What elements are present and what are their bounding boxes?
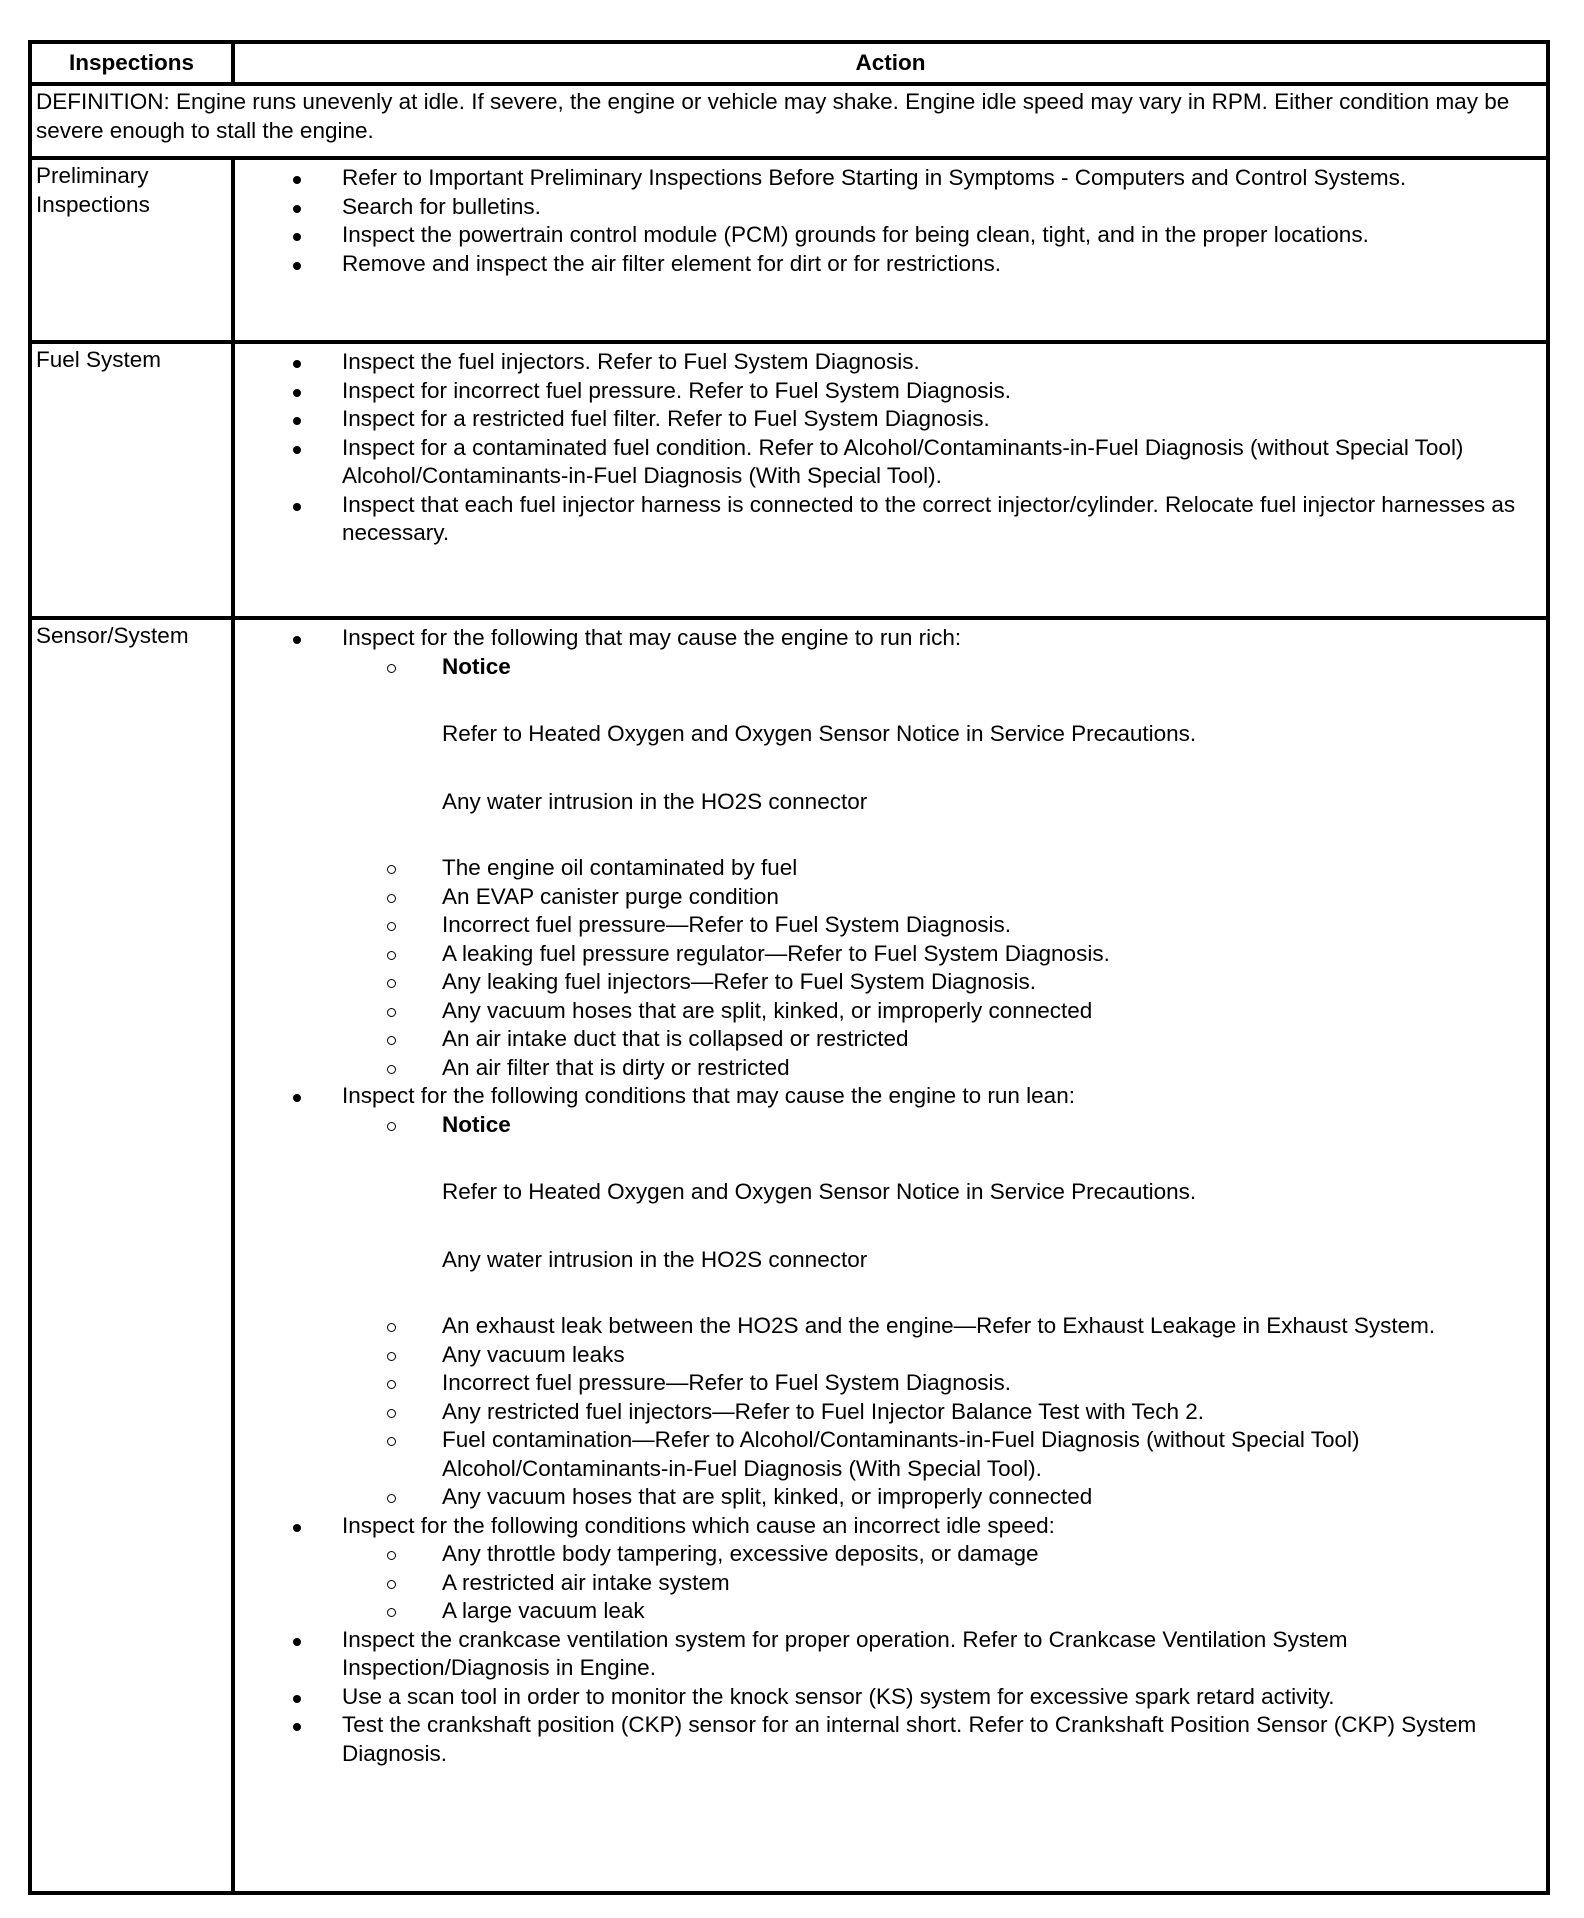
list-item: Remove and inspect the air filter element for dirt or for restrictions. [235,250,1536,279]
row-label-sensor-system: Sensor/System [30,618,233,1893]
sub-list-item: Incorrect fuel pressure—Refer to Fuel System Diagnosis. [235,1369,1536,1398]
bullet-icon [293,446,301,454]
circle-bullet-icon [387,664,396,673]
row-label-preliminary: Preliminary Inspections [30,158,233,342]
sub-list-item: Any throttle body tampering, excessive deposits, or damage [235,1540,1536,1569]
sub-list-item: Any vacuum hoses that are split, kinked, or improperly connected [235,1483,1536,1512]
header-inspections: Inspections [30,42,233,84]
bullet-icon [293,205,301,213]
list-item: Inspect the crankcase ventilation system for proper operation. Refer to Crankcase Ventilation System Inspection/Diagnosis in Engine. [235,1626,1536,1683]
list-item: Refer to Important Preliminary Inspections Before Starting in Symptoms - Computers and Control Systems. [235,164,1536,193]
circle-bullet-icon [387,1323,396,1332]
list-item: Inspect for the following that may cause the engine to run rich: [235,624,1536,653]
circle-bullet-icon [387,1380,396,1389]
circle-bullet-icon [387,979,396,988]
list-item: Inspect for incorrect fuel pressure. Refer to Fuel System Diagnosis. [235,377,1536,406]
list-item: Search for bulletins. [235,193,1536,222]
bullet-icon [293,1638,301,1646]
circle-bullet-icon [387,1352,396,1361]
sub-list-item: An EVAP canister purge condition [235,883,1536,912]
circle-bullet-icon [387,1580,396,1589]
notice-text: Any water intrusion in the HO2S connector [442,1246,868,1272]
row-actions-sensor-system [233,618,1548,1893]
bullet-icon [293,360,301,368]
list-item: Inspect the powertrain control module (PCM) grounds for being clean, tight, and in the proper locations. [235,221,1536,250]
bullet-icon [293,233,301,241]
sub-list-item: Any leaking fuel injectors—Refer to Fuel System Diagnosis. [235,968,1536,997]
bullet-icon [293,1094,301,1102]
list-item: Inspect that each fuel injector harness is connected to the correct injector/cylinder. Relocate fuel injector harnesses as necessary. [235,491,1536,548]
bullet-icon [293,176,301,184]
notice-title: Notice [442,1111,511,1137]
sub-list-item: Any vacuum leaks [235,1341,1536,1370]
sub-list-item: A restricted air intake system [235,1569,1536,1598]
notice-item [235,653,1536,855]
list-item: Use a scan tool in order to monitor the knock sensor (KS) system for excessive spark retard activity. [235,1683,1536,1712]
row-label-fuel-system: Fuel System [30,342,233,618]
circle-bullet-icon [387,1494,396,1503]
list-item: Inspect for a restricted fuel filter. Refer to Fuel System Diagnosis. [235,405,1536,434]
table-row [30,618,1548,1893]
notice-text: Any water intrusion in the HO2S connector [442,788,868,814]
circle-bullet-icon [387,1122,396,1131]
header-action: Action [233,42,1548,84]
circle-bullet-icon [387,1036,396,1045]
sub-list-item: Any restricted fuel injectors—Refer to Fuel Injector Balance Test with Tech 2. [235,1398,1536,1427]
notice-item [235,1111,1536,1313]
sub-list-item: An air intake duct that is collapsed or restricted [235,1025,1536,1054]
bullet-icon [293,389,301,397]
definition-row [30,84,1548,158]
diagnostic-table [28,40,1550,1895]
list-item: Inspect for the following conditions which cause an incorrect idle speed: [235,1512,1536,1541]
circle-bullet-icon [387,1008,396,1017]
sub-list-item: An air filter that is dirty or restricted [235,1054,1536,1083]
bullet-icon [293,636,301,644]
circle-bullet-icon [387,922,396,931]
sub-list-item: A leaking fuel pressure regulator—Refer to Fuel System Diagnosis. [235,940,1536,969]
bullet-icon [293,1723,301,1731]
sub-list-item: Incorrect fuel pressure—Refer to Fuel System Diagnosis. [235,911,1536,940]
notice-text: Refer to Heated Oxygen and Oxygen Sensor Notice in Service Precautions. [442,721,1197,746]
sub-list-item: Fuel contamination—Refer to Alcohol/Contaminants-in-Fuel Diagnosis (without Special Tool) Alcohol/Contaminants-in-Fuel Diagnosis (With Special Tool). [235,1426,1536,1483]
table-row [30,158,1548,342]
notice-text: Refer to Heated Oxygen and Oxygen Sensor Notice in Service Precautions. [442,1179,1197,1204]
row-actions-fuel-system [233,342,1548,618]
bullet-icon [293,1695,301,1703]
circle-bullet-icon [387,865,396,874]
sub-list-item: A large vacuum leak [235,1597,1536,1626]
sub-list-item: An exhaust leak between the HO2S and the engine—Refer to Exhaust Leakage in Exhaust System. [235,1312,1536,1341]
bullet-icon [293,262,301,270]
table-row [30,342,1548,618]
bullet-icon [293,417,301,425]
header-row [30,42,1548,84]
circle-bullet-icon [387,951,396,960]
circle-bullet-icon [387,1437,396,1446]
bullet-icon [293,1524,301,1532]
list-item: Test the crankshaft position (CKP) sensor for an internal short. Refer to Crankshaft Position Sensor (CKP) System Diagnosis. [235,1711,1536,1768]
sub-list-item: The engine oil contaminated by fuel [235,854,1536,883]
list-item: Inspect for the following conditions that may cause the engine to run lean: [235,1082,1536,1111]
circle-bullet-icon [387,1608,396,1617]
sub-list-item: Any vacuum hoses that are split, kinked, or improperly connected [235,997,1536,1026]
circle-bullet-icon [387,894,396,903]
list-item: Inspect for a contaminated fuel condition. Refer to Alcohol/Contaminants-in-Fuel Diagnosis (without Special Tool) Alcohol/Contaminants-in-Fuel Diagnosis (With Special Tool). [235,434,1536,491]
circle-bullet-icon [387,1065,396,1074]
definition-text: DEFINITION: Engine runs unevenly at idle. If severe, the engine or vehicle may shake. Engine idle speed may vary in RPM. Either condition may be severe enough to stall the engine. [30,84,1548,158]
list-item: Inspect the fuel injectors. Refer to Fuel System Diagnosis. [235,348,1536,377]
bullet-icon [293,503,301,511]
notice-title: Notice [442,653,511,679]
circle-bullet-icon [387,1551,396,1560]
row-actions-preliminary [233,158,1548,342]
circle-bullet-icon [387,1409,396,1418]
